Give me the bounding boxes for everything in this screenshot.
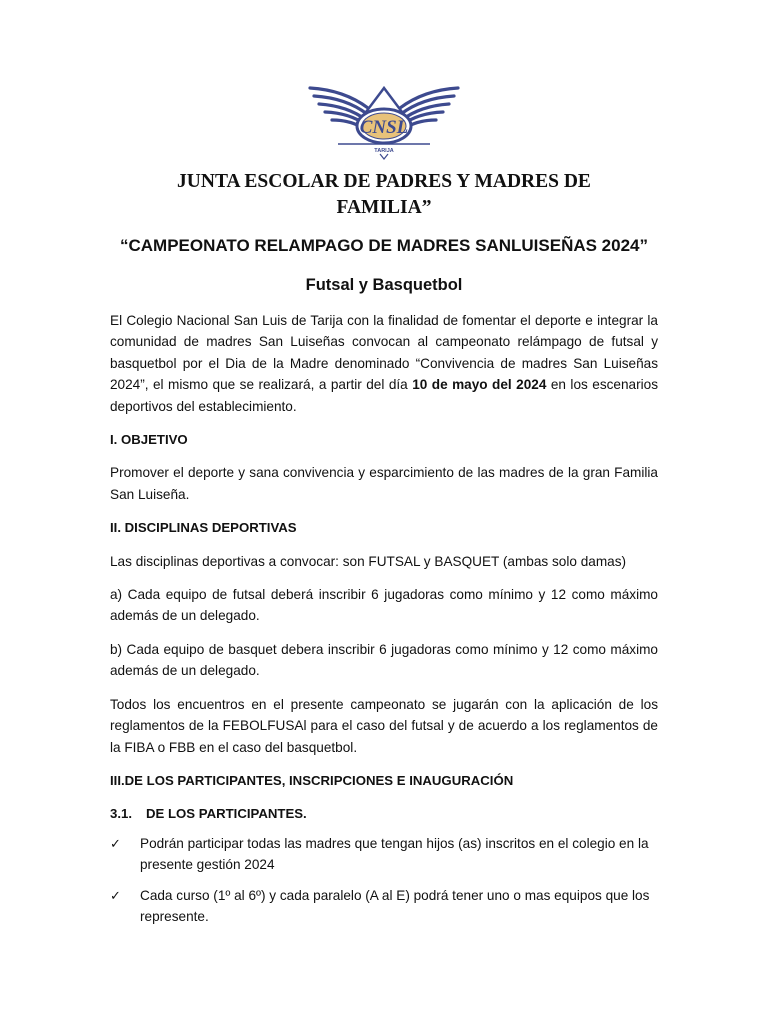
section-objetivo-heading: I. OBJETIVO [110,432,188,448]
list-item [110,833,658,876]
list-item-text: Podrán participar todas las madres que tengan hijos (as) inscritos en el colegio en la presente gestión 2024 [140,835,649,873]
organization-heading-line1: JUNTA ESCOLAR DE PADRES Y MADRES DE [177,171,591,192]
participants-checklist [110,833,658,928]
event-subtitle: Futsal y Basquetbol [305,276,463,294]
intro-date: 10 de mayo del 2024 [412,377,547,393]
disciplinas-intro: Las disciplinas deportivas a convocar: son FUTSAL y BASQUET (ambas solo damas) [110,553,627,569]
checkmark-icon: ✓ [110,887,121,903]
organization-heading [110,169,658,221]
document-body [110,310,658,927]
intro-paragraph [110,310,658,417]
winged-emblem-icon [304,82,464,160]
event-title: “CAMPEONATO RELAMPAGO DE MADRES SANLUISEÑAS 2024” [119,236,648,255]
list-item-text: Cada curso (1º al 6º) y cada paralelo (A al E) podrá tener uno o mas equipos que los represente. [140,887,650,924]
checkmark-icon: ✓ [110,835,121,851]
logo-subtext: TARIJA [374,148,394,154]
logo-text: CNSL [359,117,409,138]
intro-text-part1: El Colegio Nacional San Luis de Tarija con la finalidad de fomentar el deporte e integrar la comunidad de madres San Luiseñas convocan al campeonato relámpago de futsal y basquetbol por el Dia de la Madre denominado “Convivencia de madres San Luiseñas 2024”, el mismo que se realizará, a partir del día [110,313,658,393]
disciplinas-item-b: b) Cada equipo de basquet debera inscribir 6 jugadoras como mínimo y 12 como máximo además de un delegado. [110,641,658,679]
disciplinas-rules: Todos los encuentros en el presente campeonato se jugarán con la aplicación de los reglamentos de la FEBOLFUSAl para el caso del futsal y de acuerdo a los reglamentos de la FIBA o FBB en el caso del basquetbol. [110,696,658,755]
intro-text-part2: en los escenarios deportivos del establecimiento. [110,377,659,414]
disciplinas-item-a: a) Cada equipo de futsal deberá inscribir 6 jugadoras como mínimo y 12 como máximo además de un delegado. [110,587,658,624]
subsection-participantes [110,803,658,824]
list-item [110,885,658,928]
cnsl-logo [304,82,464,160]
section-objetivo-text: Promover el deporte y sana convivencia y esparcimiento de las madres de la gran Familia San Luiseña. [110,465,658,502]
subsection-heading: DE LOS PARTICIPANTES. [146,806,307,822]
organization-heading-line2: FAMILIA” [336,197,432,218]
subsection-number: 3.1. [110,806,132,822]
section-disciplinas-heading: II. DISCIPLINAS DEPORTIVAS [110,520,297,536]
section-participantes-heading: III.DE LOS PARTICIPANTES, INSCRIPCIONES E INAUGURACIÓN [110,772,514,788]
